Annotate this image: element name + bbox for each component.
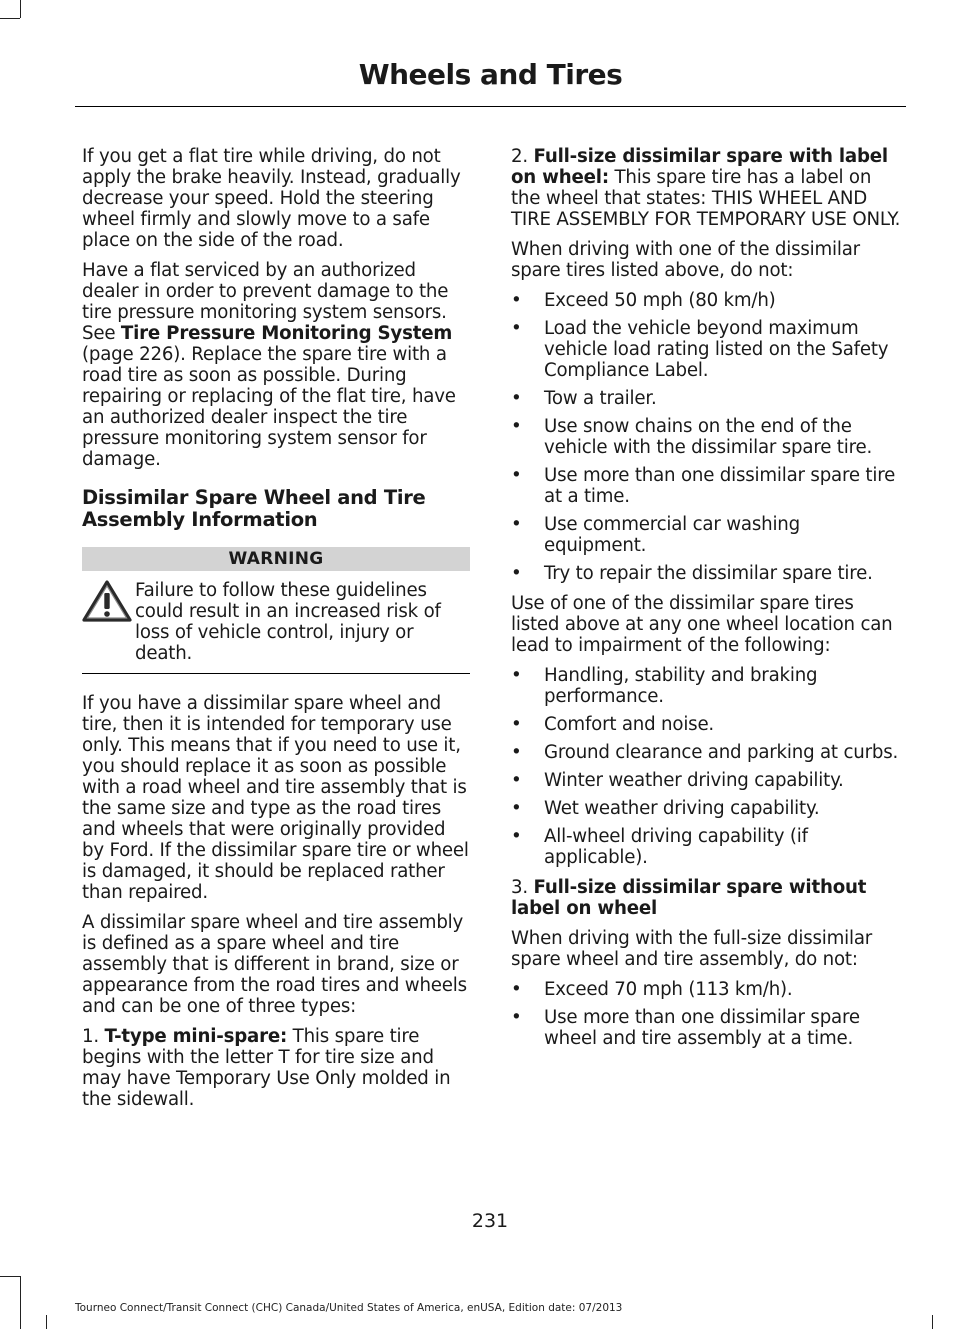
impairment-list — [511, 665, 903, 868]
list-item — [511, 798, 903, 819]
bullet-dot: • — [511, 318, 522, 339]
list-item-text: Use more than one dissimilar spare wheel and tire assembly at a time. — [544, 1007, 860, 1049]
type-3-label: Full-size dissimilar spare without label on wheel — [511, 877, 867, 919]
page-title: Wheels and Tires — [358, 58, 623, 91]
right-column — [511, 146, 903, 1058]
warning-box — [82, 547, 470, 674]
crop-mark-bottom-right-tick — [932, 1315, 933, 1329]
type-2-number: 2. — [511, 146, 534, 167]
warning-body — [82, 580, 470, 664]
tpms-reference-link[interactable]: Tire Pressure Monitoring System — [120, 323, 453, 344]
list-item-text: Use more than one dissimilar spare tire at a time. — [544, 465, 896, 507]
type-1-label: T-type mini-spare: — [104, 1026, 288, 1047]
list-item — [511, 563, 903, 584]
list-item — [511, 742, 903, 763]
list-item — [511, 416, 903, 458]
service-paragraph — [82, 260, 470, 470]
section-heading: Dissimilar Spare Wheel and Tire Assembly Information — [82, 486, 426, 531]
warning-triangle-icon — [82, 580, 132, 622]
list-item-text: Exceed 70 mph (113 km/h). — [544, 979, 793, 1000]
service-text-b: (page 226). Replace the spare tire with a road tire as soon as possible. During repairing or replacing of the flat tire, have an authorized dealer inspect the tire pressure monitoring system sensor for damage. — [82, 344, 456, 470]
crop-mark-bottom-left-v — [20, 1276, 21, 1329]
list-item — [511, 465, 903, 507]
bullet-dot: • — [511, 514, 522, 535]
bullet-dot: • — [511, 388, 522, 409]
crop-mark-top-left-v — [20, 0, 21, 18]
bullet-dot: • — [511, 1007, 522, 1028]
crop-mark-bottom-left-tick — [46, 1315, 47, 1329]
list-item-text: Handling, stability and braking performance. — [544, 665, 818, 707]
list-item — [511, 714, 903, 735]
list-item — [511, 770, 903, 791]
list-item — [511, 318, 903, 381]
bullet-dot: • — [511, 290, 522, 311]
list-item — [511, 388, 903, 409]
bullet-dot: • — [511, 770, 522, 791]
title-rule — [75, 106, 906, 107]
list-item — [511, 1007, 903, 1049]
do-not-list-1 — [511, 290, 903, 584]
type-1-text: This spare tire begins with the letter T for tire size and may have Temporary Use Only molded in the sidewall. — [82, 1026, 451, 1110]
bullet-dot: • — [511, 714, 522, 735]
list-item-text: Load the vehicle beyond maximum vehicle load rating listed on the Safety Compliance Label. — [544, 318, 889, 381]
left-column — [82, 146, 470, 1119]
list-item-text: All-wheel driving capability (if applicable). — [544, 826, 808, 868]
crop-mark-top-left-h — [0, 18, 20, 19]
list-item-text: Ground clearance and parking at curbs. — [544, 742, 899, 763]
type-2-paragraph — [511, 146, 903, 230]
service-text-a: Have a flat serviced by an authorized dealer in order to prevent damage to the tire pressure monitoring system sensors. See — [82, 260, 449, 344]
list-item-text: Try to repair the dissimilar spare tire. — [544, 563, 873, 584]
type-1-number: 1. — [82, 1026, 105, 1047]
warning-label: WARNING — [82, 547, 470, 571]
type-3-number: 3. — [511, 877, 534, 898]
definition-paragraph: A dissimilar spare wheel and tire assembly is defined as a spare wheel and tire assembly that is different in brand, size or appearance from the road tires and wheels and can be one of three types: — [82, 912, 467, 1017]
list-item — [511, 290, 903, 311]
bullet-dot: • — [511, 742, 522, 763]
list-item-text: Comfort and noise. — [544, 714, 715, 735]
page-number: 231 — [471, 1210, 509, 1232]
list-item — [511, 514, 903, 556]
flat-tire-paragraph: If you get a flat tire while driving, do not apply the brake heavily. Instead, gradually decrease your speed. Hold the steering wheel firmly and slowly move to a safe place on the side of the road. — [82, 146, 461, 251]
list-item — [511, 979, 903, 1000]
type-2-text: This spare tire has a label on the wheel that states: THIS WHEEL AND TIRE ASSEMBLY FOR TEMPORARY USE ONLY. — [511, 167, 901, 230]
list-item-text: Use commercial car washing equipment. — [544, 514, 800, 556]
do-not-intro-1: When driving with one of the dissimilar spare tires listed above, do not: — [511, 239, 860, 281]
list-item-text: Exceed 50 mph (80 km/h) — [544, 290, 776, 311]
type-3-paragraph — [511, 877, 903, 919]
type-1-paragraph — [82, 1026, 470, 1110]
impairment-intro: Use of one of the dissimilar spare tires listed above at any one wheel location can lead to impairment of the following: — [511, 593, 893, 656]
bullet-dot: • — [511, 416, 522, 437]
bullet-dot: • — [511, 665, 522, 686]
do-not-list-2 — [511, 979, 903, 1049]
list-item — [511, 826, 903, 868]
warning-text: Failure to follow these guidelines could result in an increased risk of loss of vehicle control, injury or death. — [135, 580, 441, 664]
list-item-text: Wet weather driving capability. — [544, 798, 820, 819]
list-item — [511, 665, 903, 707]
temporary-use-paragraph: If you have a dissimilar spare wheel and tire, then it is intended for temporary use only. This means that if you need to use it, you should replace it as soon as possible with a road wheel and tire assembly that is the same size and type as the road tires and wheels that were originally provided by Ford. If the dissimilar spare tire or wheel is damaged, it should be replaced rather than repaired. — [82, 693, 469, 903]
bullet-dot: • — [511, 465, 522, 486]
list-item-text: Tow a trailer. — [544, 388, 657, 409]
do-not-intro-2: When driving with the full-size dissimilar spare wheel and tire assembly, do not: — [511, 928, 873, 970]
list-item-text: Use snow chains on the end of the vehicle with the dissimilar spare tire. — [544, 416, 873, 458]
footer-edition-text: Tourneo Connect/Transit Connect (CHC) Canada/United States of America, enUSA, Edition date: 07/2013 — [75, 1302, 623, 1314]
bullet-dot: • — [511, 979, 522, 1000]
bullet-dot: • — [511, 826, 522, 847]
crop-mark-bottom-left-h — [0, 1276, 20, 1277]
warning-bottom-rule — [82, 673, 470, 674]
bullet-dot: • — [511, 798, 522, 819]
type-2-label: Full-size dissimilar spare with label on wheel: — [511, 146, 888, 188]
bullet-dot: • — [511, 563, 522, 584]
list-item-text: Winter weather driving capability. — [544, 770, 844, 791]
